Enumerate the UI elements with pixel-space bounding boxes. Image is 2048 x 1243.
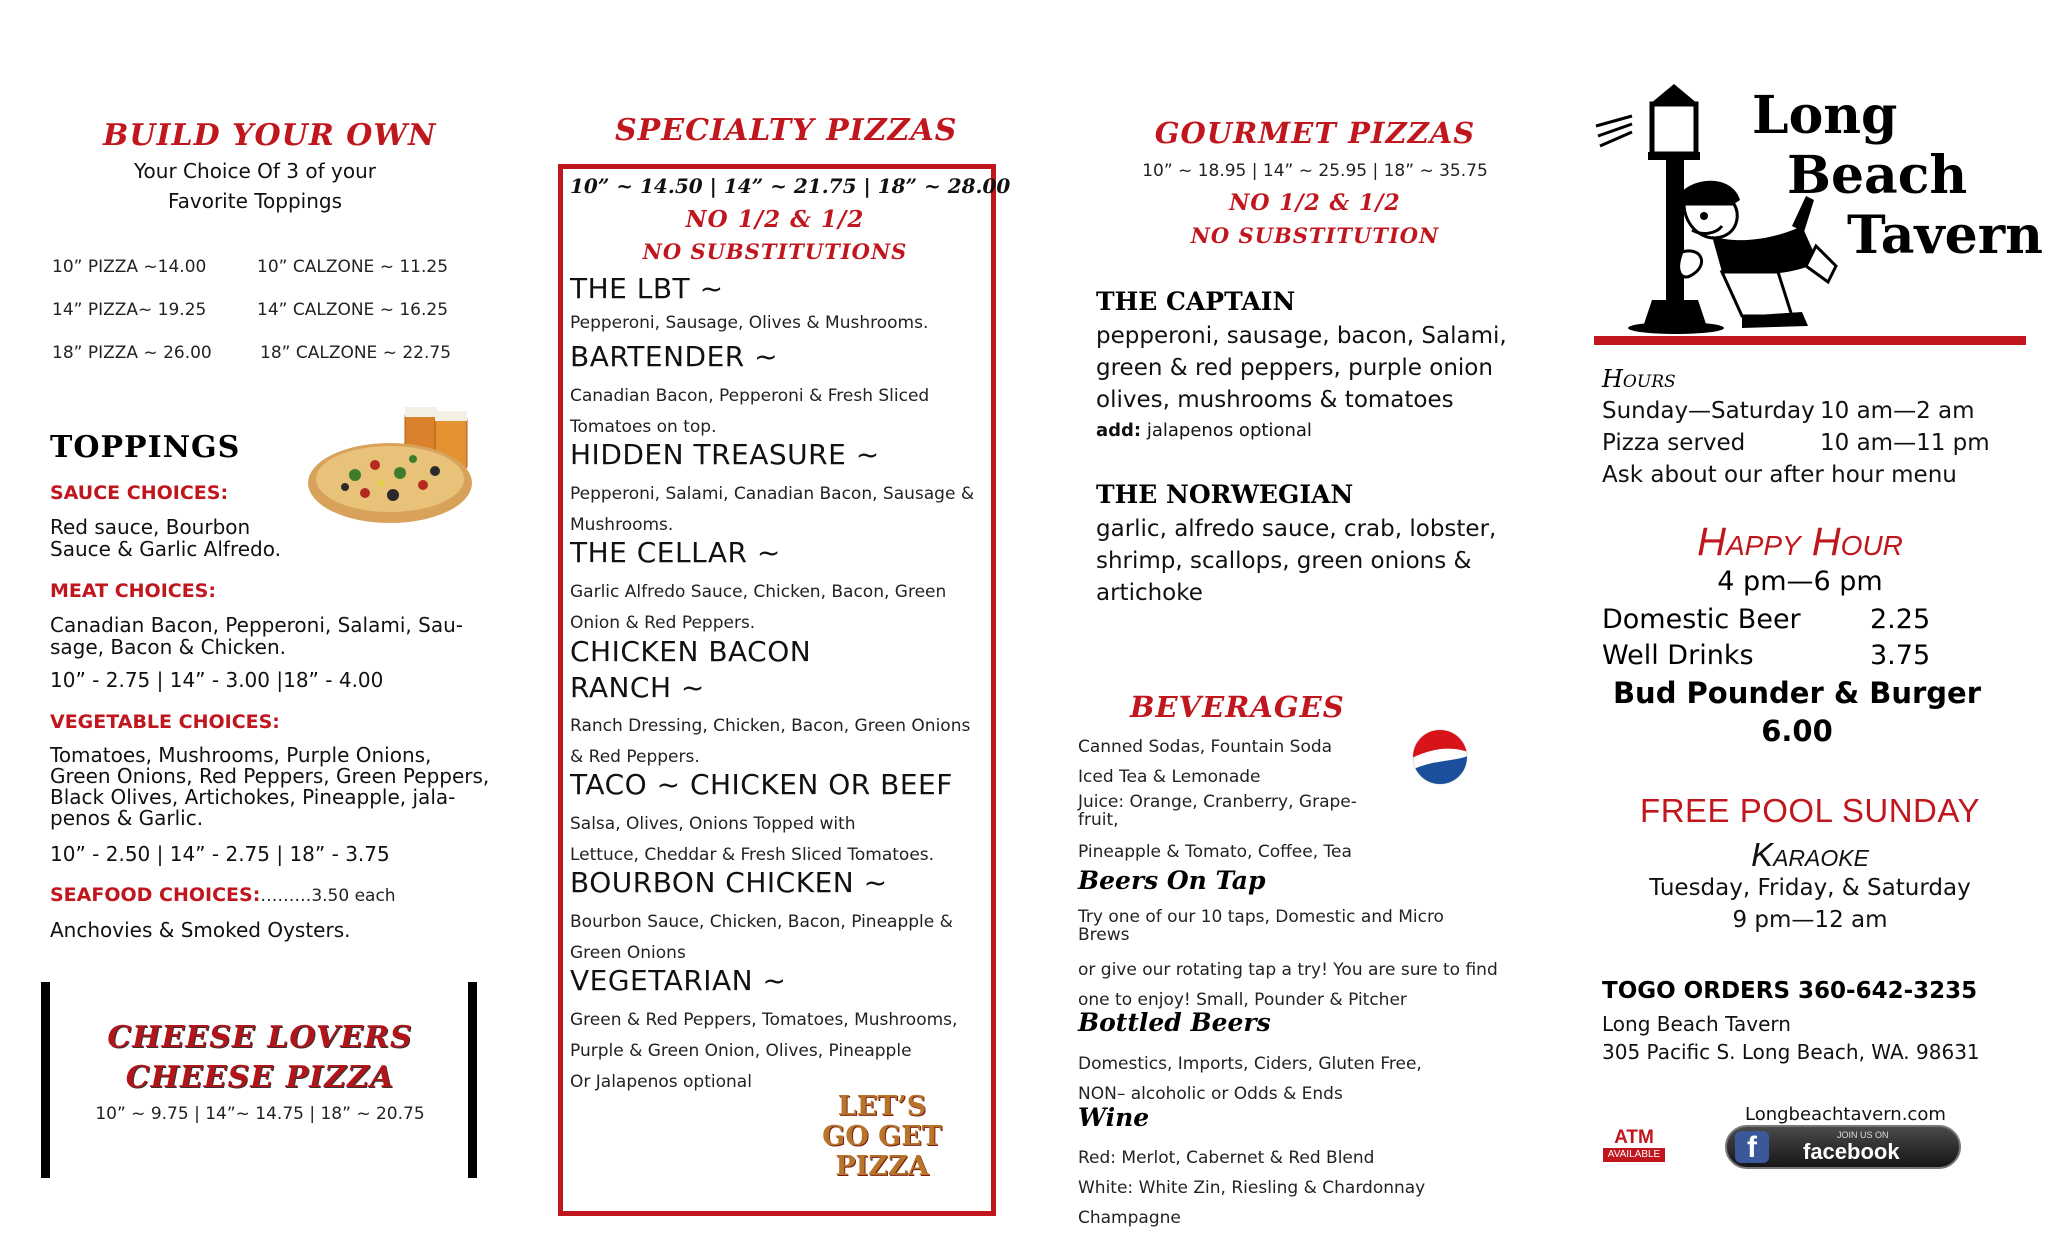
cheese-lovers-title: CHEESE LOVERS CHEESE PIZZA [107, 1020, 413, 1095]
tavern-info-column [1580, 0, 2048, 1243]
vegetable-heading: VEGETABLE CHOICES: [50, 711, 280, 733]
specialty-prices: 10” ~ 14.50 | 14” ~ 21.75 | 18” ~ 28.00 [570, 174, 1011, 198]
logo-underline [1594, 336, 2026, 345]
wine-description: Red: Merlot, Cabernet & Red Blend White: White Zin, Riesling & Chardonnay Champagne [1078, 1148, 1426, 1228]
free-pool-sunday: FREE POOL SUNDAY [1640, 792, 1980, 829]
karaoke-title: Karaoke [1751, 836, 1869, 873]
calzone-price: 14” CALZONE ~ 16.25 [257, 300, 449, 320]
pizza-name: VEGETARIAN ~ [570, 964, 787, 997]
gourmet-column [1050, 0, 1580, 1243]
pizza-name: TACO ~ CHICKEN OR BEEF [570, 768, 953, 801]
facebook-button[interactable]: f JOIN US ON facebook [1725, 1125, 1961, 1169]
sauce-list: Red sauce, Bourbon Sauce & Garlic Alfredo. [50, 515, 281, 561]
beverages-other: Pineapple & Tomato, Coffee, Tea [1078, 842, 1352, 862]
beers-on-tap-title: Beers On Tap [1078, 866, 1266, 895]
pizza-price: 14” PIZZA~ 19.25 [52, 300, 207, 320]
meat-list: Canadian Bacon, Pepperoni, Salami, Sau- sage, Bacon & Chicken. [50, 613, 463, 659]
cheese-prices: 10” ~ 9.75 | 14”~ 14.75 | 18” ~ 20.75 [95, 1104, 425, 1124]
pizza-name: HIDDEN TREASURE ~ [570, 438, 880, 471]
specialty-title: SPECIALTY PIZZAS [615, 113, 958, 148]
meat-heading: MEAT CHOICES: [50, 580, 216, 602]
gourmet-prices: 10” ~ 18.95 | 14” ~ 25.95 | 18” ~ 35.75 [1142, 161, 1488, 181]
pizza-name: BOURBON CHICKEN ~ [570, 866, 888, 899]
bottled-beers-title: Bottled Beers [1078, 1008, 1271, 1037]
hours-title: Hours [1602, 365, 1676, 393]
gourmet-title: GOURMET PIZZAS [1154, 116, 1476, 150]
pizza-description: Green & Red Peppers, Tomatoes, Mushrooms, Purple & Green Onion, Olives, Pineapple Or Jalapenos optional [570, 1010, 958, 1092]
beers-on-tap-more: or give our rotating tap a try! You are sure to find one to enjoy! Small, Pounder & Pitcher [1078, 960, 1498, 1010]
gourmet-note-half: NO 1/2 & 1/2 [1229, 190, 1401, 216]
specialty-note-half: NO 1/2 & 1/2 [685, 206, 865, 233]
beverages-juice: Juice: Orange, Cranberry, Grape- fruit, [1078, 792, 1357, 830]
pizza-description: Bourbon Sauce, Chicken, Bacon, Pineapple & Green Onions [570, 912, 953, 963]
pizza-description: Salsa, Olives, Onions Topped with Lettuce, Cheddar & Fresh Sliced Tomatoes. [570, 814, 935, 865]
seafood-heading: SEAFOOD CHOICES: [50, 884, 261, 906]
pizza-description: Pepperoni, Salami, Canadian Bacon, Sausage & Mushrooms. [570, 484, 975, 535]
happy-hour-title: Happy Hour [1697, 520, 1903, 564]
website-link[interactable]: Longbeachtavern.com [1745, 1104, 1946, 1125]
captain-add: add: jalapenos optional [1096, 420, 1312, 441]
build-your-own-column [0, 0, 540, 1243]
sauce-heading: SAUCE CHOICES: [50, 482, 229, 504]
pizza-name: CHICKEN BACON RANCH ~ [570, 635, 812, 704]
pizza-description: Ranch Dressing, Chicken, Bacon, Green Onions & Red Peppers. [570, 716, 971, 767]
karaoke-schedule: Tuesday, Friday, & Saturday 9 pm—12 am [1649, 875, 1971, 933]
build-your-own-subtitle: Your Choice Of 3 of your Favorite Toppings [134, 159, 376, 213]
seafood-price: ………3.50 each [260, 886, 396, 906]
happy-hour-time: 4 pm—6 pm [1717, 566, 1883, 597]
pizza-description: Garlic Alfredo Sauce, Chicken, Bacon, Green Onion & Red Peppers. [570, 582, 947, 633]
pizza-name: THE LBT ~ [570, 272, 724, 305]
hours-list: Sunday—Saturday 10 am—2 am Pizza served 10 am—11 pm Ask about our after hour menu [1602, 398, 1990, 488]
pizza-description: Canadian Bacon, Pepperoni & Fresh Sliced Tomatoes on top. [570, 386, 930, 437]
pizza-name: THE CELLAR ~ [570, 536, 781, 569]
beers-on-tap-description: Try one of our 10 taps, Domestic and Micro Brews [1078, 907, 1444, 945]
pizza-description: Pepperoni, Sausage, Olives & Mushrooms. [570, 313, 929, 333]
pizza-name: BARTENDER ~ [570, 340, 779, 373]
captain-name: THE CAPTAIN [1096, 287, 1296, 316]
meat-prices: 10” - 2.75 | 14” - 3.00 |18” - 4.00 [50, 668, 384, 692]
captain-description: pepperoni, sausage, bacon, Salami, green & red peppers, purple onion olives, mushrooms & tomatoes [1096, 323, 1507, 413]
specialty-column [540, 0, 1050, 1243]
bottled-beers-description: Domestics, Imports, Ciders, Gluten Free, NON– alcoholic or Odds & Ends [1078, 1054, 1422, 1104]
cheese-box-left-bar [41, 982, 50, 1178]
facebook-icon: f [1735, 1131, 1769, 1163]
vegetable-prices: 10” - 2.50 | 14” - 2.75 | 18” - 3.75 [50, 842, 390, 866]
build-your-own-title: BUILD YOUR OWN [103, 118, 437, 153]
cheese-box-right-bar [468, 982, 477, 1178]
calzone-price: 10” CALZONE ~ 11.25 [257, 257, 449, 277]
gourmet-note-subs: NO SUBSTITUTION [1190, 223, 1440, 248]
toppings-title: TOPPINGS [50, 430, 241, 465]
atm-available-badge: ATM AVAILABLE [1603, 1128, 1665, 1162]
norwegian-name: THE NORWEGIAN [1096, 480, 1354, 509]
togo-orders-phone: TOGO ORDERS 360-642-3235 [1602, 978, 1978, 1004]
norwegian-description: garlic, alfredo sauce, crab, lobster, shrimp, scallops, green onions & artichoke [1096, 516, 1497, 606]
happy-hour-burger: Bud Pounder & Burger 6.00 [1612, 676, 1982, 748]
beverages-soft-drinks: Canned Sodas, Fountain Soda Iced Tea & Lemonade [1078, 737, 1333, 787]
pepsi-logo-icon [1412, 726, 1468, 788]
pizza-and-beer-illustration [305, 395, 490, 530]
beverages-title: BEVERAGES [1130, 690, 1345, 724]
lets-go-get-pizza-badge: LET’S GO GET PIZZA [822, 1091, 942, 1182]
tavern-logo-text: Long Beach Tavern [1752, 85, 2043, 266]
tavern-address: Long Beach Tavern 305 Pacific S. Long Beach, WA. 98631 [1602, 1012, 1980, 1064]
wine-title: Wine [1078, 1103, 1150, 1132]
seafood-items: Anchovies & Smoked Oysters. [50, 918, 351, 942]
pizza-price: 18” PIZZA ~ 26.00 [52, 343, 212, 363]
happy-hour-specials: Domestic Beer 2.25 Well Drinks 3.75 [1602, 604, 1931, 671]
vegetable-list: Tomatoes, Mushrooms, Purple Onions, Green Onions, Red Peppers, Green Peppers, Black Olives, Artichokes, Pineapple, jala- penos & Garlic. [50, 743, 490, 830]
seafood-row [50, 884, 396, 906]
calzone-price: 18” CALZONE ~ 22.75 [260, 343, 452, 363]
specialty-note-subs: NO SUBSTITUTIONS [642, 239, 908, 264]
pizza-price: 10” PIZZA ~14.00 [52, 257, 207, 277]
